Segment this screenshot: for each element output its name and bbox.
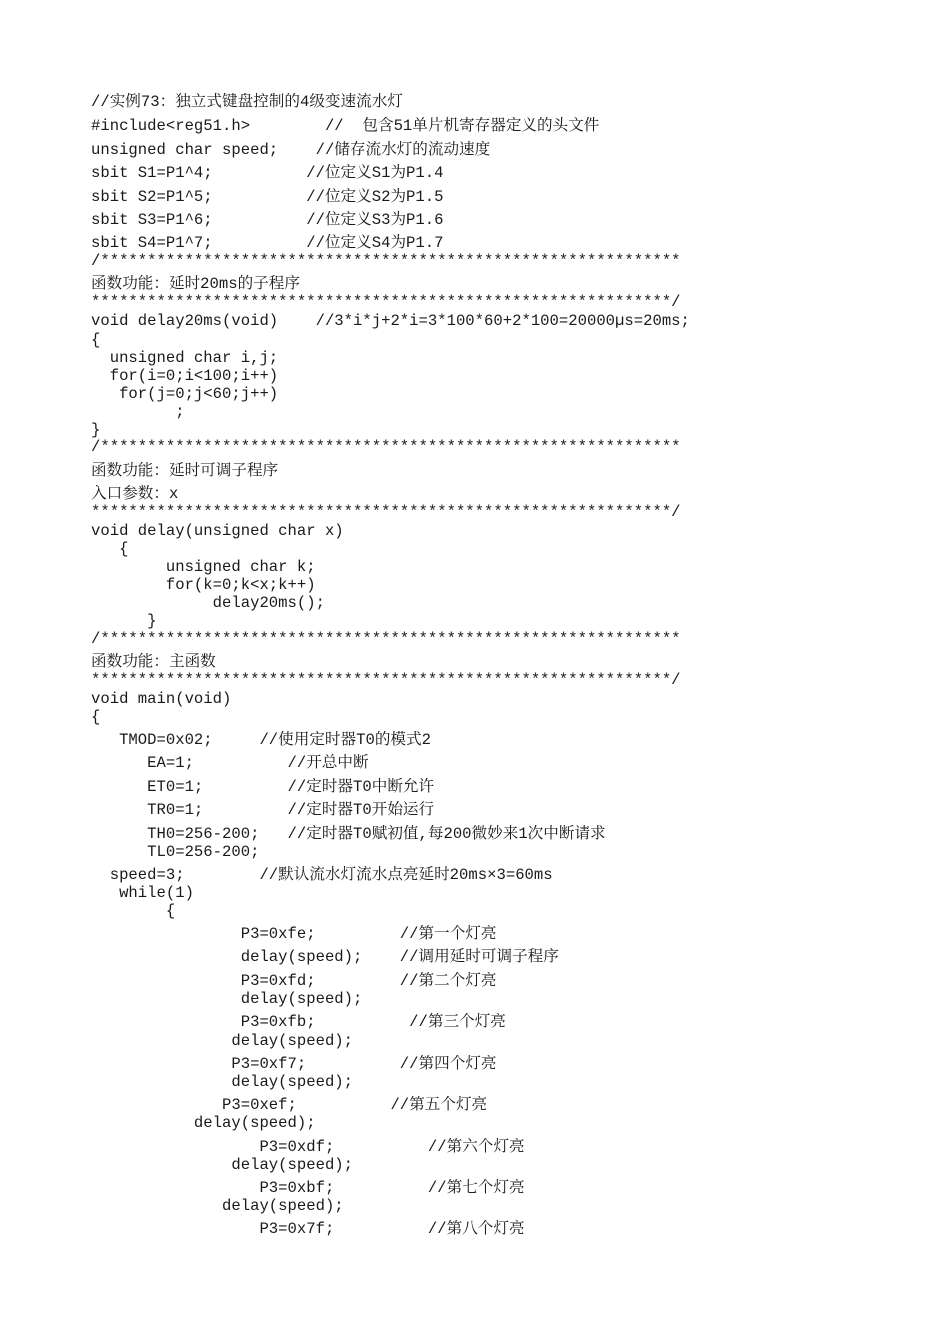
code-line: void main(void) [91,690,232,708]
code-line: TMOD=0x02; //使用定时器T0的模式2 [91,731,431,749]
code-line: P3=0xef; //第五个灯亮 [91,1096,488,1114]
code-line: sbit S1=P1^4; //位定义S1为P1.4 [91,164,444,182]
code-line: delay(speed); //调用延时可调子程序 [91,948,559,966]
code-line: { [91,331,101,349]
code-line: P3=0xdf; //第六个灯亮 [91,1138,525,1156]
code-line: { [91,708,101,726]
code-line: TL0=256-200; [91,843,260,861]
code-line: sbit S3=P1^6; //位定义S3为P1.6 [91,211,444,229]
comment-border: /************************************************************** [91,438,681,456]
code-line: ET0=1; //定时器T0中断允许 [91,778,435,796]
code-line: void delay20ms(void) //3*i*j+2*i=3*100*60+2*100=20000µs=20ms; [91,312,690,330]
code-line: delay(speed); [91,1114,316,1132]
code-line: } [91,612,157,630]
code-line: #include<reg51.h> // 包含51单片机寄存器定义的头文件 [91,117,600,135]
code-line: P3=0xbf; //第七个灯亮 [91,1179,525,1197]
code-line: ; [91,403,185,421]
code-line: delay(speed); [91,1197,344,1215]
code-line: delay(speed); [91,1156,354,1174]
code-line: delay20ms(); [91,594,325,612]
comment-border: **************************************************************/ [91,503,681,521]
section-comment: 函数功能：主函数 [91,653,216,671]
code-line: { [91,902,176,920]
section-comment: 入口参数：x [91,485,179,503]
code-line: void delay(unsigned char x) [91,522,344,540]
code-line: { [91,540,129,558]
section-comment: 函数功能：延时20ms的子程序 [91,275,300,293]
code-line: sbit S2=P1^5; //位定义S2为P1.5 [91,188,444,206]
code-line: //实例73：独立式键盘控制的4级变速流水灯 [91,93,403,111]
code-line: P3=0xfd; //第二个灯亮 [91,972,497,990]
code-line: unsigned char speed; //储存流水灯的流动速度 [91,141,491,159]
code-line: for(i=0;i<100;i++) [91,367,279,385]
code-line: EA=1; //开总中断 [91,754,369,772]
code-line: sbit S4=P1^7; //位定义S4为P1.7 [91,234,444,252]
code-line: P3=0x7f; //第八个灯亮 [91,1220,525,1238]
code-line: unsigned char i,j; [91,349,279,367]
code-line: P3=0xfe; //第一个灯亮 [91,925,497,943]
code-line: } [91,421,101,439]
code-line: TH0=256-200; //定时器T0赋初值,每200微妙来1次中断请求 [91,825,606,843]
comment-border: /************************************************************** [91,630,681,648]
code-line: delay(speed); [91,1032,354,1050]
code-line: while(1) [91,884,194,902]
code-line: P3=0xfb; //第三个灯亮 [91,1013,506,1031]
section-comment: 函数功能：延时可调子程序 [91,462,279,480]
code-line: unsigned char k; [91,558,316,576]
code-line: for(k=0;k<x;k++) [91,576,316,594]
comment-border: /************************************************************** [91,252,681,270]
code-line: delay(speed); [91,1073,354,1091]
code-line: delay(speed); [91,990,363,1008]
code-line: for(j=0;j<60;j++) [91,385,279,403]
comment-border: **************************************************************/ [91,293,681,311]
comment-border: **************************************************************/ [91,671,681,689]
code-line: speed=3; //默认流水灯流水点亮延时20ms×3=60ms [91,866,553,884]
code-line: TR0=1; //定时器T0开始运行 [91,801,435,819]
code-line: P3=0xf7; //第四个灯亮 [91,1055,497,1073]
